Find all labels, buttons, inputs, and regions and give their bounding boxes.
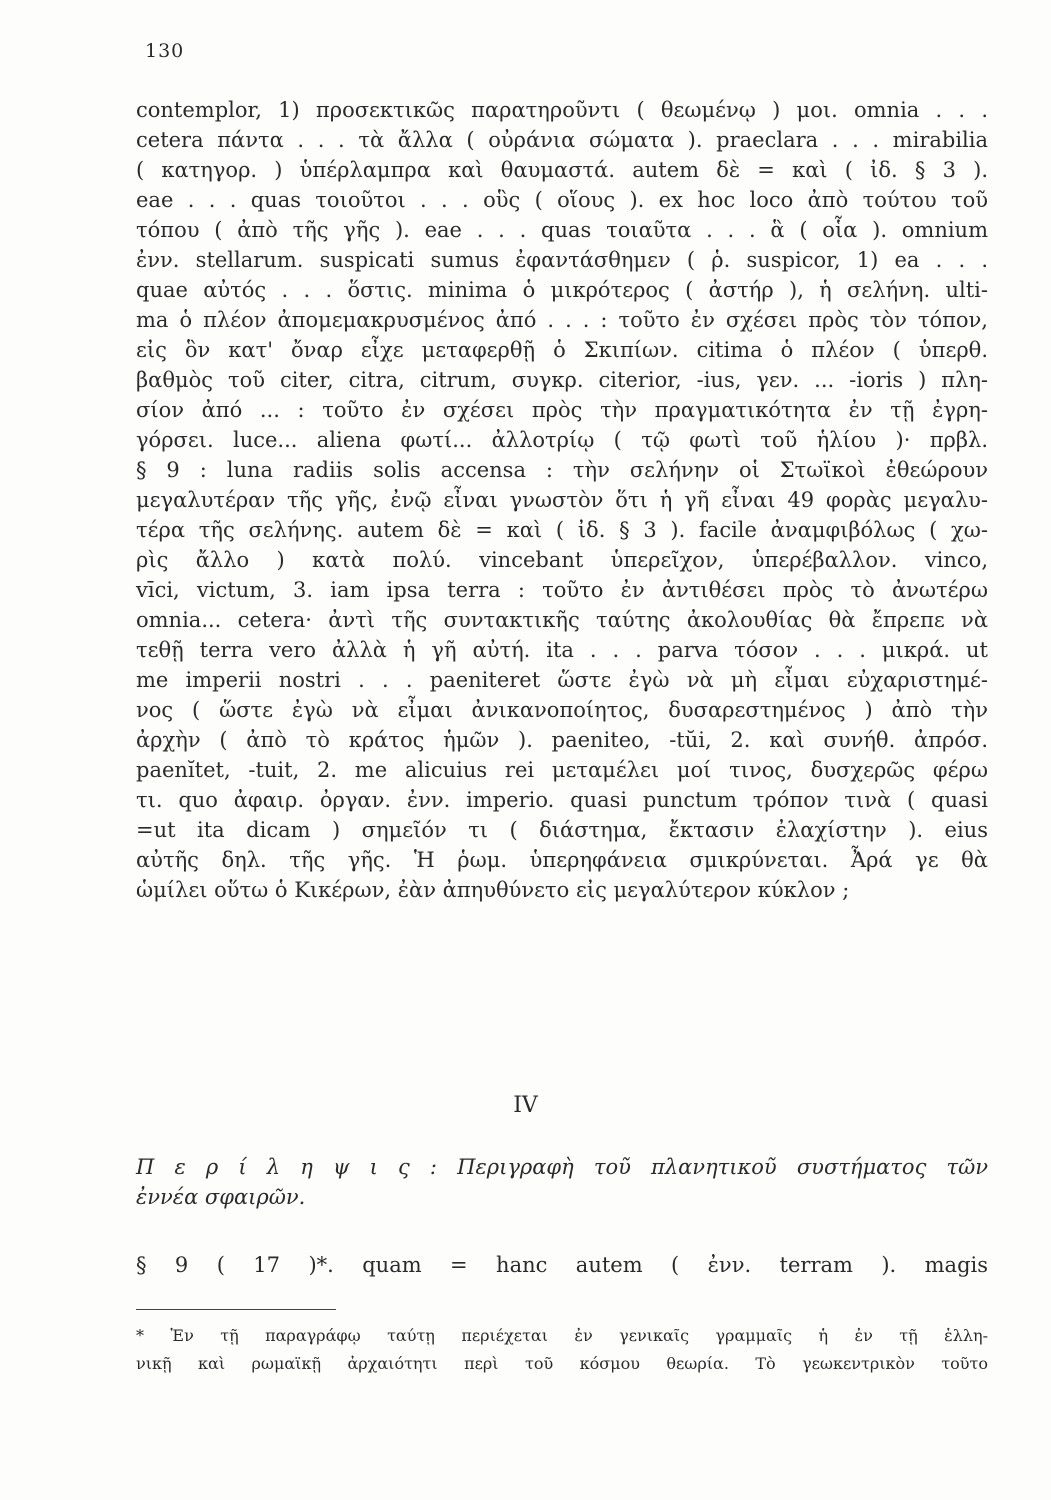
text-line: § 9 ( 17 )*. quam = hanc autem ( ἐνν. terram ). magis bbox=[136, 1253, 988, 1277]
text-line: me imperii nostri . . . paeniteret ὥστε ἐγὼ νὰ μὴ εἶμαι εὐχαριστημέ- bbox=[136, 668, 988, 692]
summary-line: ἐννέα σφαιρῶν. bbox=[136, 1185, 306, 1209]
text-line: =ut ita dicam ) σημεῖόν τι ( διάστημα, ἔκτασιν ἐλαχίστην ). eius bbox=[136, 818, 988, 842]
text-line: ρὶς ἄλλο ) κατὰ πολύ. vincebant ὑπερεῖχον, ὑπερέβαλλον. vinco, bbox=[136, 548, 988, 572]
commentary-body bbox=[136, 95, 988, 905]
text-line: τι. quo ἀφαιρ. ὀργαν. ἐνν. imperio. quasi punctum τρόπον τινὰ ( quasi bbox=[136, 788, 988, 812]
section-summary bbox=[136, 1152, 988, 1212]
footnote-line: * Ἐν τῇ παραγράφῳ ταύτῃ περιέχεται ἐν γενικαῖς γραμμαῖς ἡ ἐν τῇ ἑλλη- bbox=[136, 1326, 988, 1345]
text-line: quae αὐτός . . . ὅστις. minima ὁ μικρότερος ( ἀστήρ ), ἡ σελήνη. ulti- bbox=[136, 278, 988, 302]
text-line: omnia... cetera· ἀντὶ τῆς συντακτικῆς ταύτης ἀκολουθίας θὰ ἔπρεπε νὰ bbox=[136, 608, 988, 632]
text-line: vīci, victum, 3. iam ipsa terra : τοῦτο ἐν ἀντιθέσει πρὸς τὸ ἀνωτέρω bbox=[136, 578, 988, 602]
text-line: νος ( ὥστε ἐγὼ νὰ εἶμαι ἀνικανοποίητος, δυσαρεστημένος ) ἀπὸ τὴν bbox=[136, 698, 988, 722]
text-line: αὐτῆς δηλ. τῆς γῆς. Ἡ ῥωμ. ὑπερηφάνεια σμικρύνεται. Ἆρά γε θὰ bbox=[136, 848, 988, 872]
text-line: ma ὁ πλέον ἀπομεμακρυσμένος ἀπό . . . : τοῦτο ἐν σχέσει πρὸς τὸν τόπον, bbox=[136, 308, 988, 332]
text-line: cetera πάντα . . . τὰ ἄλλα ( οὐράνια σώματα ). praeclara . . . mirabilia bbox=[136, 128, 988, 152]
summary-line: Π ε ρ ί λ η ψ ι ς : Περιγραφὴ τοῦ πλανητικοῦ συστήματος τῶν bbox=[136, 1155, 988, 1179]
text-line: εἰς ὃν κατ' ὄναρ εἶχε μεταφερθῇ ὁ Σκιπίων. citima ὁ πλέον ( ὑπερθ. bbox=[136, 338, 988, 362]
text-line: contemplor, 1) προσεκτικῶς παρατηροῦντι ( θεωμένῳ ) μοι. omnia . . . bbox=[136, 98, 988, 122]
text-line: paenĭtet, -tuit, 2. me alicuius rei μεταμέλει μοί τινος, δυσχερῶς φέρω bbox=[136, 758, 988, 782]
text-line: eae . . . quas τοιοῦτοι . . . οὓς ( οἵους ). ex hoc loco ἀπὸ τούτου τοῦ bbox=[136, 188, 988, 212]
text-line: ( κατηγορ. ) ὑπέρλαμπρα καὶ θαυμαστά. autem δὲ = καὶ ( ἰδ. § 3 ). bbox=[136, 158, 988, 182]
text-line: τόπου ( ἀπὸ τῆς γῆς ). eae . . . quas τοιαῦτα . . . ἃ ( οἷα ). omnium bbox=[136, 218, 988, 242]
text-line: μεγαλυτέραν τῆς γῆς, ἐνῷ εἶναι γνωστὸν ὅτι ἡ γῆ εἶναι 49 φορὰς μεγαλυ- bbox=[136, 488, 988, 512]
section-heading: IV bbox=[513, 1093, 538, 1118]
text-line: ὡμίλει οὕτω ὁ Κικέρων, ἐὰν ἀπηυθύνετο εἰς μεγαλύτερον κύκλον ; bbox=[136, 878, 850, 902]
footnote-divider bbox=[136, 1309, 336, 1310]
page-number: 130 bbox=[145, 40, 185, 62]
text-line: τέρα τῆς σελήνης. autem δὲ = καὶ ( ἰδ. § 3 ). facile ἀναμφιβόλως ( χω- bbox=[136, 518, 988, 542]
text-line: ἐνν. stellarum. suspicati sumus ἐφαντάσθημεν ( ῥ. suspicor, 1) ea . . . bbox=[136, 248, 988, 272]
text-line: τεθῇ terra vero ἀλλὰ ἡ γῆ αὐτή. ita . . . parva τόσον . . . μικρά. ut bbox=[136, 638, 988, 662]
paragraph-start bbox=[136, 1250, 988, 1280]
text-line: § 9 : luna radiis solis accensa : τὴν σελήνην οἱ Στωϊκοὶ ἐθεώρουν bbox=[136, 458, 988, 482]
text-line: ἀρχὴν ( ἀπὸ τὸ κράτος ἡμῶν ). paeniteo, -tŭi, 2. καὶ συνήθ. ἀπρόσ. bbox=[136, 728, 988, 752]
footnote-line: νικῇ καὶ ρωμαϊκῇ ἀρχαιότητι περὶ τοῦ κόσμου θεωρία. Τὸ γεωκεντρικὸν τοῦτο bbox=[136, 1354, 988, 1373]
text-line: σίον ἀπό ... : τοῦτο ἐν σχέσει πρὸς τὴν πραγματικότητα ἐν τῇ ἐγρη- bbox=[136, 398, 988, 422]
text-line: βαθμὸς τοῦ citer, citra, citrum, συγκρ. citerior, -ius, γεν. ... -ioris ) πλη- bbox=[136, 368, 988, 392]
text-line: γόρσει. luce... aliena φωτί... ἀλλοτρίῳ ( τῷ φωτὶ τοῦ ἡλίου )· πρβλ. bbox=[136, 428, 988, 452]
footnote bbox=[136, 1322, 988, 1378]
